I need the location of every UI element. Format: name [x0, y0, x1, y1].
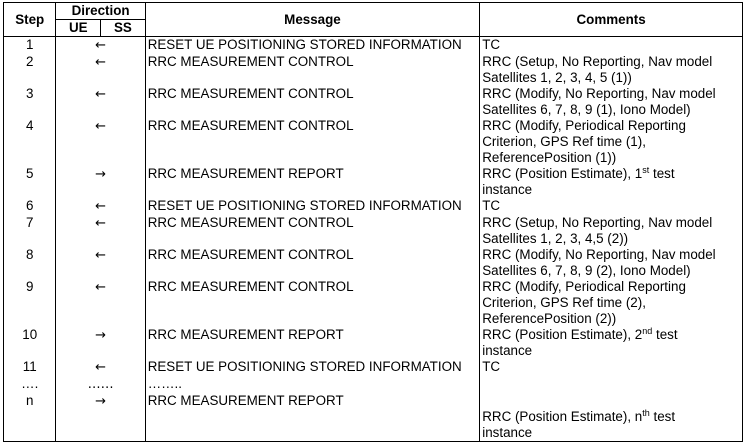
table-row	[4, 86, 743, 118]
direction-cell	[56, 54, 145, 86]
table-row	[4, 166, 743, 198]
message-cell: RRC MEASUREMENT CONTROL	[145, 247, 480, 279]
step-cell: n	[4, 393, 56, 442]
comment-line: Satellites 6, 7, 8, 9 (2), Iono Model)	[482, 263, 691, 278]
table-row	[4, 37, 743, 55]
table-row	[4, 376, 743, 393]
table-row	[4, 359, 743, 376]
step-cell: 9	[4, 279, 56, 327]
direction-cell	[56, 279, 145, 327]
direction-cell	[56, 118, 145, 166]
comment-line: RRC (Position Estimate), $n^{th}$ test	[482, 408, 676, 424]
comment-line: ReferencePosition (2))	[482, 311, 617, 326]
header-step: Step	[4, 3, 56, 37]
message-cell: RRC MEASUREMENT REPORT	[145, 327, 480, 359]
arrow-left-icon: ←	[95, 199, 107, 214]
arrow-right-icon: →	[95, 328, 107, 343]
comments-cell	[480, 393, 743, 442]
direction-cell	[56, 327, 145, 359]
comment-line: instance	[482, 343, 533, 358]
comment-line: Satellites 1, 2, 3, 4,5 (2))	[482, 231, 629, 246]
message-cell: RRC MEASUREMENT CONTROL	[145, 54, 480, 86]
comment-line: RRC (Position Estimate), 2nd test	[482, 326, 678, 342]
ordinal-suffix: nd	[642, 326, 653, 336]
arrow-right-icon: →	[95, 394, 107, 409]
header-direction: Direction	[56, 3, 145, 20]
message-cell: RESET UE POSITIONING STORED INFORMATION	[145, 198, 480, 215]
direction-cell	[56, 393, 145, 442]
comments-cell	[480, 215, 743, 247]
message-cell: RRC MEASUREMENT CONTROL	[145, 86, 480, 118]
arrow-left-icon: ←	[95, 280, 107, 295]
direction-ellipsis: ……	[87, 377, 114, 392]
table-row	[4, 118, 743, 166]
arrow-left-icon: ←	[95, 360, 107, 375]
comments-cell	[480, 376, 743, 393]
test-procedure-table	[3, 2, 743, 442]
comment-line: RRC (Modify, Periodical Reporting	[482, 279, 686, 294]
comment-line: instance	[482, 425, 533, 440]
header-message: Message	[145, 3, 480, 37]
step-cell: ….	[4, 376, 56, 393]
message-cell: RESET UE POSITIONING STORED INFORMATION	[145, 359, 480, 376]
comment-line: Criterion, GPS Ref time (1),	[482, 134, 646, 149]
comment-line	[482, 376, 740, 392]
direction-cell	[56, 198, 145, 215]
comment-line	[482, 393, 740, 409]
comment-line: Criterion, GPS Ref time (2),	[482, 295, 646, 310]
ordinal-suffix: st	[642, 165, 650, 175]
message-cell: RRC MEASUREMENT REPORT	[145, 166, 480, 198]
message-cell: RESET UE POSITIONING STORED INFORMATION	[145, 37, 480, 55]
step-cell: 7	[4, 215, 56, 247]
arrow-left-icon: ←	[95, 38, 107, 53]
comment-line: RRC (Setup, No Reporting, Nav model	[482, 215, 713, 230]
table-row	[4, 247, 743, 279]
arrow-left-icon: ←	[95, 248, 107, 263]
table-row	[4, 327, 743, 359]
comment-line: Satellites 1, 2, 3, 4, 5 (1))	[482, 70, 632, 85]
comment-line: RRC (Modify, Periodical Reporting	[482, 118, 686, 133]
arrow-left-icon: ←	[95, 55, 107, 70]
message-cell: RRC MEASUREMENT CONTROL	[145, 279, 480, 327]
step-cell: 8	[4, 247, 56, 279]
arrow-right-icon: →	[95, 167, 107, 182]
comments-cell	[480, 359, 743, 376]
comment-line: RRC (Modify, No Reporting, Nav model	[482, 86, 716, 101]
direction-cell	[56, 37, 145, 55]
comments-cell	[480, 118, 743, 166]
step-cell: 1	[4, 37, 56, 55]
header-ue: UE	[56, 20, 101, 37]
direction-cell	[56, 359, 145, 376]
message-cell: RRC MEASUREMENT REPORT	[145, 393, 480, 442]
comments-cell	[480, 327, 743, 359]
message-cell: RRC MEASUREMENT CONTROL	[145, 118, 480, 166]
comment-line: RRC (Setup, No Reporting, Nav model	[482, 54, 713, 69]
message-cell: RRC MEASUREMENT CONTROL	[145, 215, 480, 247]
ordinal-suffix: th	[642, 408, 650, 418]
comment-line: RRC (Modify, No Reporting, Nav model	[482, 247, 716, 262]
direction-cell	[56, 215, 145, 247]
comments-cell	[480, 37, 743, 55]
step-cell: 2	[4, 54, 56, 86]
header-ss: SS	[101, 20, 146, 37]
comment-line: TC	[482, 37, 501, 52]
header-comments: Comments	[480, 3, 743, 37]
comment-line: RRC (Position Estimate), 1st test	[482, 165, 675, 181]
direction-cell	[56, 247, 145, 279]
step-cell: 5	[4, 166, 56, 198]
comment-line: TC	[482, 198, 501, 213]
table-row	[4, 198, 743, 215]
arrow-left-icon: ←	[95, 87, 107, 102]
arrow-left-icon: ←	[95, 119, 107, 134]
step-cell: 6	[4, 198, 56, 215]
comments-cell	[480, 198, 743, 215]
step-cell: 10	[4, 327, 56, 359]
comment-line: ReferencePosition (1))	[482, 150, 617, 165]
table-row	[4, 393, 743, 442]
table-row	[4, 54, 743, 86]
comments-cell	[480, 279, 743, 327]
table-body	[4, 37, 743, 442]
comments-cell	[480, 86, 743, 118]
step-cell: 4	[4, 118, 56, 166]
message-cell: ……..	[145, 376, 480, 393]
comments-cell	[480, 166, 743, 198]
step-cell: 11	[4, 359, 56, 376]
step-cell: 3	[4, 86, 56, 118]
direction-cell	[56, 166, 145, 198]
arrow-left-icon: ←	[95, 216, 107, 231]
comments-cell	[480, 54, 743, 86]
comment-line: TC	[482, 359, 501, 374]
table-row	[4, 215, 743, 247]
table-row	[4, 279, 743, 327]
comment-line: instance	[482, 182, 533, 197]
direction-cell	[56, 376, 145, 393]
direction-cell	[56, 86, 145, 118]
comment-line: Satellites 6, 7, 8, 9 (1), Iono Model)	[482, 102, 691, 117]
comments-cell	[480, 247, 743, 279]
